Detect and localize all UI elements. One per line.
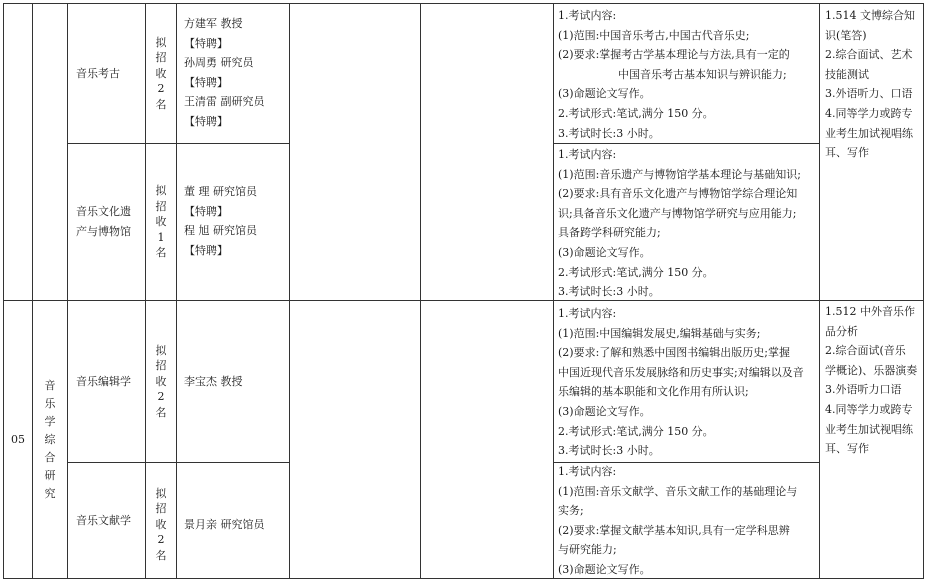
major-cell [68,463,145,578]
quota-char: 收 [155,66,167,80]
quota-cell [146,301,176,462]
grid-line [923,3,924,579]
quota-char: 拟 [155,343,167,357]
grid-line [420,3,421,579]
dept-char: 学 [44,414,56,428]
quota-char: 收 [155,374,167,388]
exam-line: (1)范围:中国编辑发展史,编辑基础与实务; [558,326,761,340]
remark-line: 学概论)、乐器演奏 [825,363,918,377]
supervisor-line: 景月亲 研究馆员 [184,517,265,531]
exam-line: 1.考试内容: [558,148,617,161]
quota-char: 1 [157,230,165,244]
major-name: 音乐编辑学 [76,374,131,388]
quota-char: 招 [155,502,167,516]
dept-char: 综 [44,432,56,446]
supervisor-line: 孙周勇 研究员 [184,56,254,70]
supervisor-line: 【特聘】 [184,75,228,89]
exam-line: (3)命题论文写作。 [558,404,651,418]
remark-line: 3.外语听力口语 [825,383,902,397]
exam-line: (2)要求:掌握文献学基本知识,具有一定学科思辨 [558,523,790,537]
quota-char: 拟 [155,184,167,198]
supervisor-line: 程 旭 研究馆员 [184,224,257,238]
quota-cell [146,463,176,578]
remark-line: 1.514 文博综合知 [825,9,915,22]
dept-char: 究 [44,486,56,500]
supervisor-line: 【特聘】 [184,114,228,128]
quota-char: 名 [155,246,167,260]
grid-line [176,3,177,579]
dept-number: 05 [11,432,25,446]
quota-char: 拟 [155,486,167,500]
exam-line: 中国近现代音乐发展脉络和历史事实;对编辑以及音 [558,365,804,379]
supervisor-cell [184,14,288,132]
supervisor-cell [184,301,288,462]
grid-line [289,3,290,579]
exam-line: 2.考试形式:笔试,满分 150 分。 [558,265,714,279]
exam-line: 2.考试形式:笔试,满分 150 分。 [558,106,714,120]
quota-char: 2 [157,82,165,96]
major-name: 音乐考古 [76,66,120,80]
exam-line: (3)命题论文写作。 [558,87,651,101]
supervisor-line: 【特聘】 [184,36,228,50]
exam-line: 1.考试内容: [558,465,617,478]
exam-line: 实务; [558,504,584,518]
dept-number-cell [4,301,32,578]
remark-line: 业考生加试视唱练 [825,126,913,140]
remark-line: 1.512 中外音乐作 [825,305,915,318]
remark-line: 耳、写作 [825,442,869,456]
remark-line: 技能测试 [825,67,869,81]
major-cell [68,301,145,462]
quota-char: 2 [157,390,165,404]
remark-line: 4.同等学力或跨专 [825,106,913,120]
exam-line: 具备跨学科研究能力; [558,226,661,240]
exam-line: 乐编辑的基本职能和文化作用有所认识; [558,385,749,399]
supervisor-line: 方建军 教授 [184,17,243,30]
exam-line: 1.考试内容: [558,9,617,22]
exam-line: (3)命题论文写作。 [558,245,651,259]
dept-char: 合 [44,450,56,464]
quota-char: 名 [155,405,167,419]
quota-cell [146,144,176,300]
exam-line: 3.考试时长:3 小时。 [558,444,660,458]
remark-line: 识(笔答) [825,28,867,42]
exam-line: (2)要求:了解和熟悉中国图书编辑出版历史;掌握 [558,346,790,360]
quota-char: 招 [155,51,167,65]
grid-line [819,3,820,579]
supervisor-cell [184,463,288,578]
remark-line: 品分析 [825,324,858,338]
remarks-cell [825,302,921,459]
exam-cell [558,145,818,302]
exam-line: (3)命题论文写作。 [558,562,651,576]
exam-line: 1.考试内容: [558,307,617,320]
dept-char: 音 [44,378,56,392]
grid-line [553,3,554,579]
quota-char: 2 [157,533,165,547]
quota-cell [146,4,176,143]
exam-line: 3.考试时长:3 小时。 [558,126,660,140]
quota-char: 招 [155,199,167,213]
exam-line: 2.考试形式:笔试,满分 150 分。 [558,424,714,438]
remark-line: 3.外语听力、口语 [825,87,913,101]
major-cell [68,4,145,143]
remark-line: 耳、写作 [825,146,869,160]
major-name: 音乐文化遗产与博物馆 [76,205,131,238]
supervisor-line: 【特聘】 [184,204,228,218]
quota-char: 名 [155,548,167,562]
exam-line: (1)范围:音乐文献学、音乐文献工作的基础理论与 [558,484,798,498]
supervisor-line: 董 理 研究馆员 [184,185,257,198]
major-name: 音乐文献学 [76,513,131,527]
exam-line: (2)要求:掌握考古学基本理论与方法,具有一定的 [558,48,790,62]
exam-line: 3.考试时长:3 小时。 [558,285,660,299]
remark-line: 4.同等学力或跨专 [825,402,913,416]
supervisor-line: 【特聘】 [184,243,228,257]
remark-line: 2.综合面试(音乐 [825,344,906,358]
quota-char: 名 [155,97,167,111]
exam-line: (1)范围:音乐遗产与博物馆学基本理论与基础知识; [558,167,801,181]
supervisor-cell [184,182,288,260]
exam-line: (2)要求:具有音乐文化遗产与博物馆学综合理论知 [558,187,798,201]
supervisor-line: 王清雷 副研究员 [184,95,265,109]
supervisor-line: 李宝杰 教授 [184,374,243,388]
quota-char: 收 [155,517,167,531]
major-cell [68,144,145,300]
exam-line: 中国音乐考古基本知识与辨识能力; [618,67,787,81]
quota-char: 收 [155,215,167,229]
exam-cell [558,304,818,461]
exam-line: (1)范围:中国音乐考古,中国古代音乐史; [558,28,750,42]
dept-char: 乐 [44,396,56,410]
remark-line: 业考生加试视唱练 [825,422,913,436]
quota-char: 拟 [155,35,167,49]
exam-cell [558,6,818,143]
dept-name-cell [33,301,67,578]
exam-cell [558,462,818,580]
remark-line: 2.综合面试、艺术 [825,48,913,62]
quota-char: 招 [155,359,167,373]
remarks-cell [825,6,921,163]
exam-line: 与研究能力; [558,543,617,557]
dept-char: 研 [44,468,56,482]
exam-line: 识;具备音乐文化遗产与博物馆学研究与应用能力; [558,206,797,220]
